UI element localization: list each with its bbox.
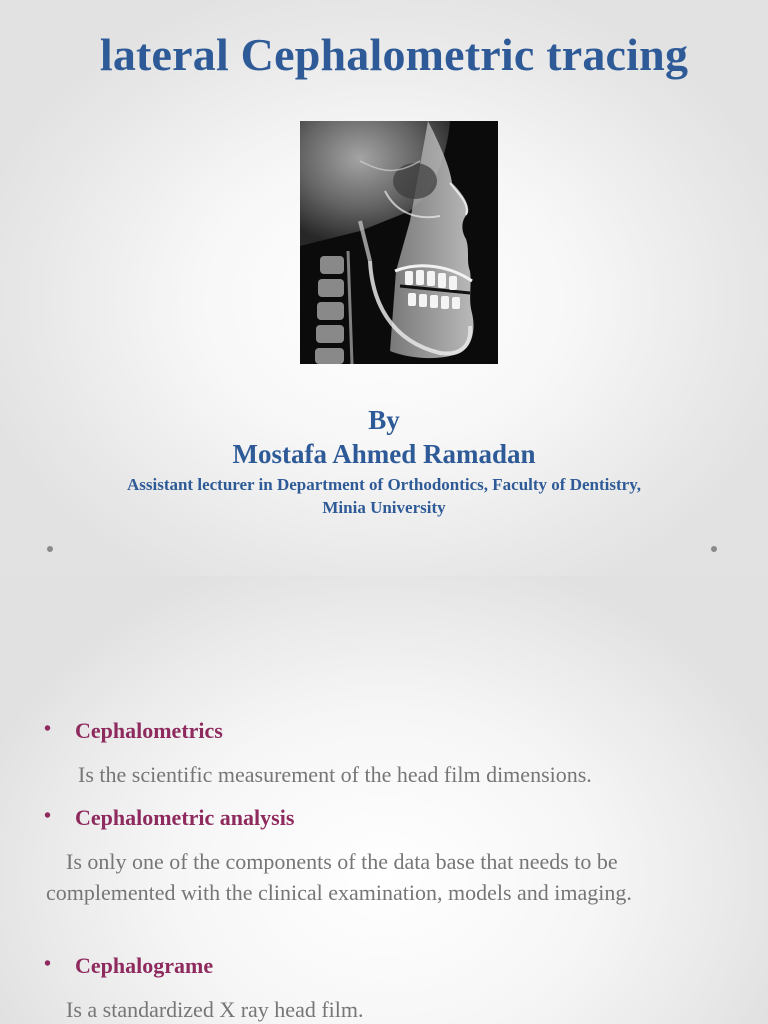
bullet-dot-left	[47, 546, 53, 552]
xray-illustration	[300, 121, 498, 364]
author-affiliation-line1: Assistant lecturer in Department of Orthodontics, Faculty of Dentistry,	[126, 475, 642, 494]
author-affiliation-line2: Minia University	[322, 498, 446, 517]
definitions-slide	[0, 576, 768, 1024]
bullet-icon: •	[44, 718, 52, 740]
definition-text: Is a standardized X ray head film.	[66, 997, 364, 1022]
term-text: Cephalograme	[75, 953, 214, 978]
author-name: Mostafa Ahmed Ramadan	[232, 439, 536, 469]
definition-text: Is the scientific measurement of the head film dimensions.	[78, 762, 592, 787]
by-label: By	[368, 405, 400, 435]
bullet-icon: •	[44, 805, 52, 827]
term-text: Cephalometrics	[75, 718, 223, 743]
term-text: Cephalometric analysis	[75, 805, 295, 830]
slide-title: lateral Cephalometric tracing	[99, 29, 689, 80]
cephalometric-xray-image	[300, 121, 498, 364]
author-block	[0, 403, 768, 519]
bullet-dot-right	[711, 546, 717, 552]
definition-text: Is only one of the components of the data base that needs to be complemented with the clinical examination, models and imaging.	[46, 849, 632, 905]
bullet-icon: •	[44, 953, 52, 975]
